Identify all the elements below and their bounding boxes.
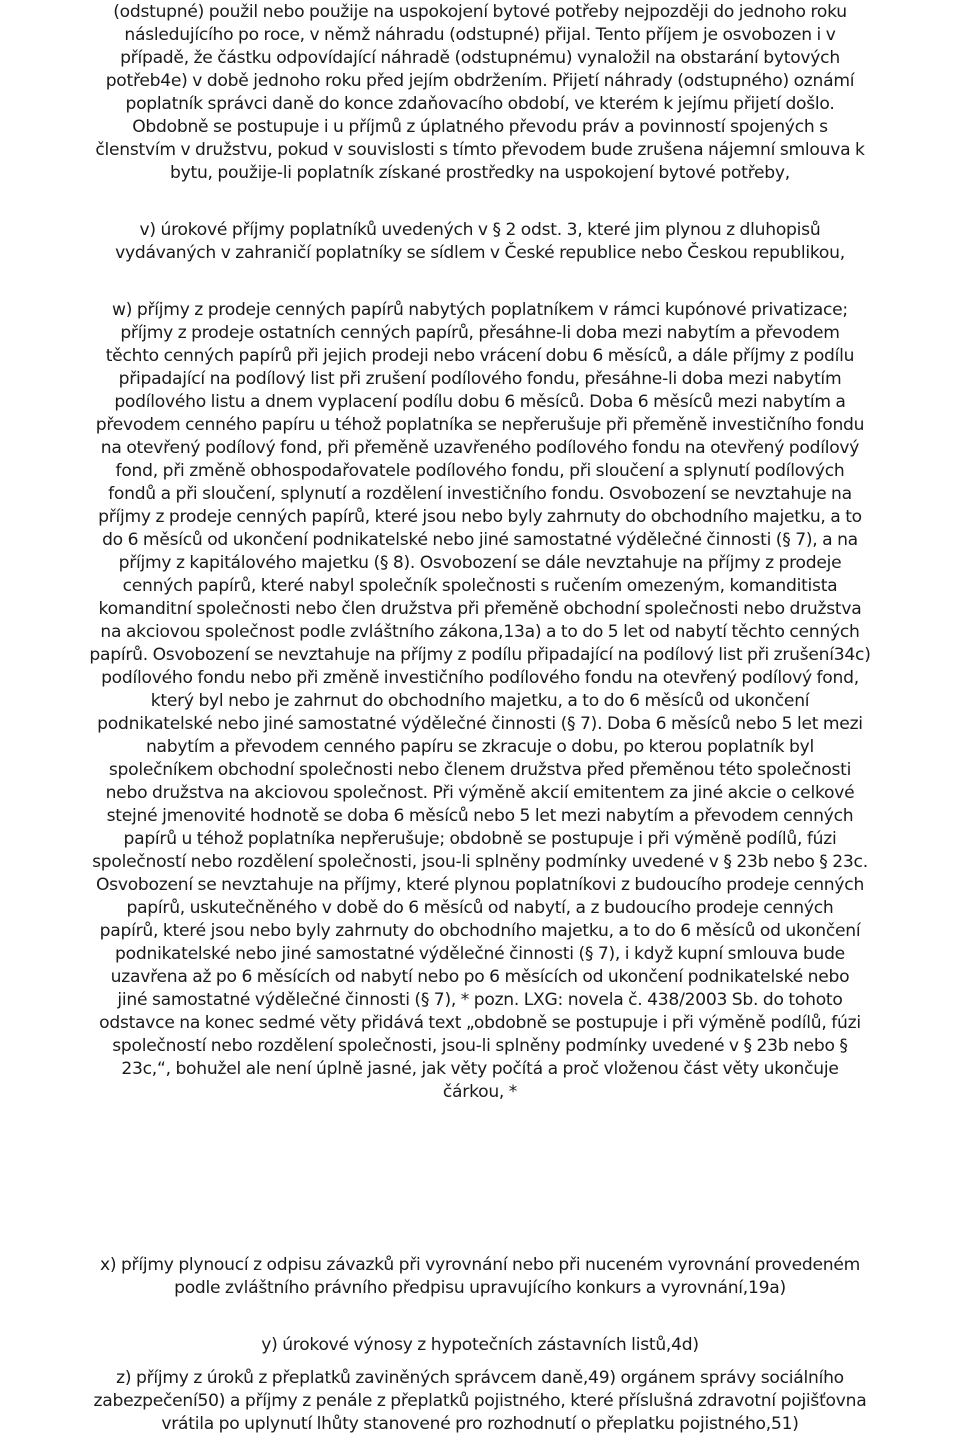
text-line: těchto cenných papírů při jejich prodeji nebo vrácení dobu 6 měsíců, a dále příjmy z podílu — [105, 346, 855, 366]
text-line: (odstupné) použil nebo použije na uspokojení bytové potřeby nejpozději do jednoho roku — [113, 2, 847, 22]
text-line: Osvobození se nevztahuje na příjmy, které plynou poplatníkovi z budoucího prodeje cenných — [95, 875, 865, 895]
text-line: vrátila po uplynutí lhůty stanovené pro rozhodnutí o přeplatku pojistného,51) — [161, 1414, 799, 1434]
text-line: společností nebo rozdělení společnosti, jsou-li splněny podmínky uvedené v § 23b nebo § — [112, 1036, 848, 1056]
text-line: čárkou, * — [442, 1082, 518, 1102]
text-line: fond, při změně obhospodařovatele podílového fondu, při sloučení a splynutí podílových — [115, 461, 845, 481]
text-line: potřeb4e) v době jednoho roku před jejím obdržením. Přijetí náhrady (odstupného) oznámí — [105, 71, 855, 91]
text-line: který byl nebo je zahrnut do obchodního majetku, a to do 6 měsíců od ukončení — [150, 691, 810, 711]
text-line: papírů, uskutečněného v době do 6 měsíců od nabytí, a z budoucího prodeje cenných — [126, 898, 834, 918]
text-line: podílového fondu nebo při změně investičního podílového fondu na otevřený podílový fond, — [101, 668, 859, 688]
text-line: zabezpečení50) a příjmy z penále z přeplatků pojistného, které příslušná zdravotní pojišťovna — [93, 1391, 867, 1411]
text-line: do 6 měsíců od ukončení podnikatelské nebo jiné samostatné výdělečné činnosti (§ 7), a na — [102, 530, 858, 550]
text-line: cenných papírů, které nabyl společník společnosti s ručením omezeným, komanditista — [122, 576, 838, 596]
text-line: stejné jmenovité hodnotě se doba 6 měsíců nebo 5 let mezi nabytím a převodem cenných — [106, 806, 854, 826]
text-line — [0, 1126, 960, 1150]
text-line: příjmy z prodeje ostatních cenných papírů, přesáhne-li doba mezi nabytím a převodem — [120, 323, 840, 343]
text-line: nebo družstva na akciovou společnost. Při výměně akcií emitentem za jiné akcie o celkové — [105, 783, 855, 803]
text-line: na otevřený podílový fond, při přeměně uzavřeného podílového fondu na otevřený podílový — [100, 438, 860, 458]
text-line: převodem cenného papíru u téhož poplatníka se nepřerušuje při přeměně investičního fondu — [95, 415, 865, 435]
text-line — [0, 1149, 960, 1173]
text-line: 23c,“, bohužel ale není úplně jasné, jak věty počítá a proč vloženou část věty ukončuje — [121, 1059, 839, 1079]
text-line: x) příjmy plynoucí z odpisu závazků při vyrovnání nebo při nuceném vyrovnání provedeném — [99, 1255, 861, 1275]
text-line: fondů a při sloučení, splynutí a rozdělení investičního fondu. Osvobození se nevztahuje na — [108, 484, 852, 504]
text-line: papírů. Osvobození se nevztahuje na příjmy z podílu připadající na podílový list při zrušení34c) — [89, 645, 871, 665]
text-line: v) úrokové příjmy poplatníků uvedených v § 2 odst. 3, které jim plynou z dluhopisů — [139, 220, 821, 240]
text-line: vydávaných v zahraničí poplatníky se sídlem v České republice nebo Českou republikou, — [115, 243, 845, 263]
text-line — [0, 1103, 960, 1127]
text-line: podnikatelské nebo jiné samostatné výdělečné činnosti (§ 7). Doba 6 měsíců nebo 5 let mezi — [97, 714, 863, 734]
text-line: papírů u téhož poplatníka nepřerušuje; obdobně se postupuje i při výměně podílů, fúzi — [123, 829, 837, 849]
text-line: komanditní společnosti nebo člen družstva při přeměně obchodní společnosti nebo družstva — [98, 599, 862, 619]
text-line: odstavce na konec sedmé věty přidává text „obdobně se postupuje i při výměně podílů, fúzi — [99, 1013, 861, 1033]
text-line: poplatník správci daně do konce zdaňovacího období, ve kterém k jejímu přijetí došlo. — [125, 94, 835, 114]
text-line: společníkem obchodní společnosti nebo členem družstva před přeměnou této společnosti — [108, 760, 852, 780]
text-line: příjmy z prodeje cenných papírů, které jsou nebo byly zahrnuty do obchodního majetku, a to — [98, 507, 862, 527]
text-line: w) příjmy z prodeje cenných papírů nabytých poplatníkem v rámci kupónové privatizace; — [112, 300, 848, 320]
text-line: následujícího po roce, v němž náhradu (odstupné) přijal. Tento příjem je osvobozen i v — [124, 25, 836, 45]
text-line: uzavřena až po 6 měsících od nabytí nebo po 6 měsících od ukončení podnikatelské nebo — [110, 967, 850, 987]
text-line: podnikatelské nebo jiné samostatné výdělečné činnosti (§ 7), i když kupní smlouva bude — [115, 944, 845, 964]
text-line: jiné samostatné výdělečné činnosti (§ 7), * pozn. LXG: novela č. 438/2003 Sb. do tohoto — [117, 990, 843, 1010]
text-line: případě, že částku odpovídající náhradě (odstupnému) vynaložil na obstarání bytových — [120, 48, 840, 68]
text-line: z) příjmy z úroků z přeplatků zaviněných správcem daně,49) orgánem správy sociálního — [116, 1368, 844, 1388]
text-line: papírů, které jsou nebo byly zahrnuty do obchodního majetku, a to do 6 měsíců od ukončení — [99, 921, 861, 941]
text-line: Obdobně se postupuje i u příjmů z úplatného převodu práv a povinností spojených s — [132, 117, 828, 137]
text-line: bytu, použije-li poplatník získané prostředky na uspokojení bytové potřeby, — [170, 163, 790, 183]
text-line: příjmy z kapitálového majetku (§ 8). Osvobození se dále nevztahuje na příjmy z prodeje — [118, 553, 842, 573]
text-line: společností nebo rozdělení společnosti, jsou-li splněny podmínky uvedené v § 23b nebo § 23c. — [92, 852, 868, 872]
text-line: nabytím a převodem cenného papíru se zkracuje o dobu, po kterou poplatník byl — [145, 737, 815, 757]
text-line: y) úrokové výnosy z hypotečních zástavních listů,4d) — [261, 1335, 699, 1355]
text-line: členstvím v družstvu, pokud v souvislosti s tímto převodem bude zrušena nájemní smlouva k — [95, 140, 865, 160]
text-line: na akciovou společnost podle zvláštního zákona,13a) a to do 5 let od nabytí těchto cenných — [100, 622, 860, 642]
text-line — [0, 1195, 960, 1219]
text-line — [0, 1172, 960, 1196]
text-line: podílového listu a dnem vyplacení podílu dobu 6 měsíců. Doba 6 měsíců mezi nabytím a — [114, 392, 846, 412]
text-line: podle zvláštního právního předpisu upravujícího konkurs a vyrovnání,19a) — [174, 1278, 786, 1298]
text-line: připadající na podílový list při zrušení podílového fondu, přesáhne-li doba mezi nabytím — [118, 369, 842, 389]
